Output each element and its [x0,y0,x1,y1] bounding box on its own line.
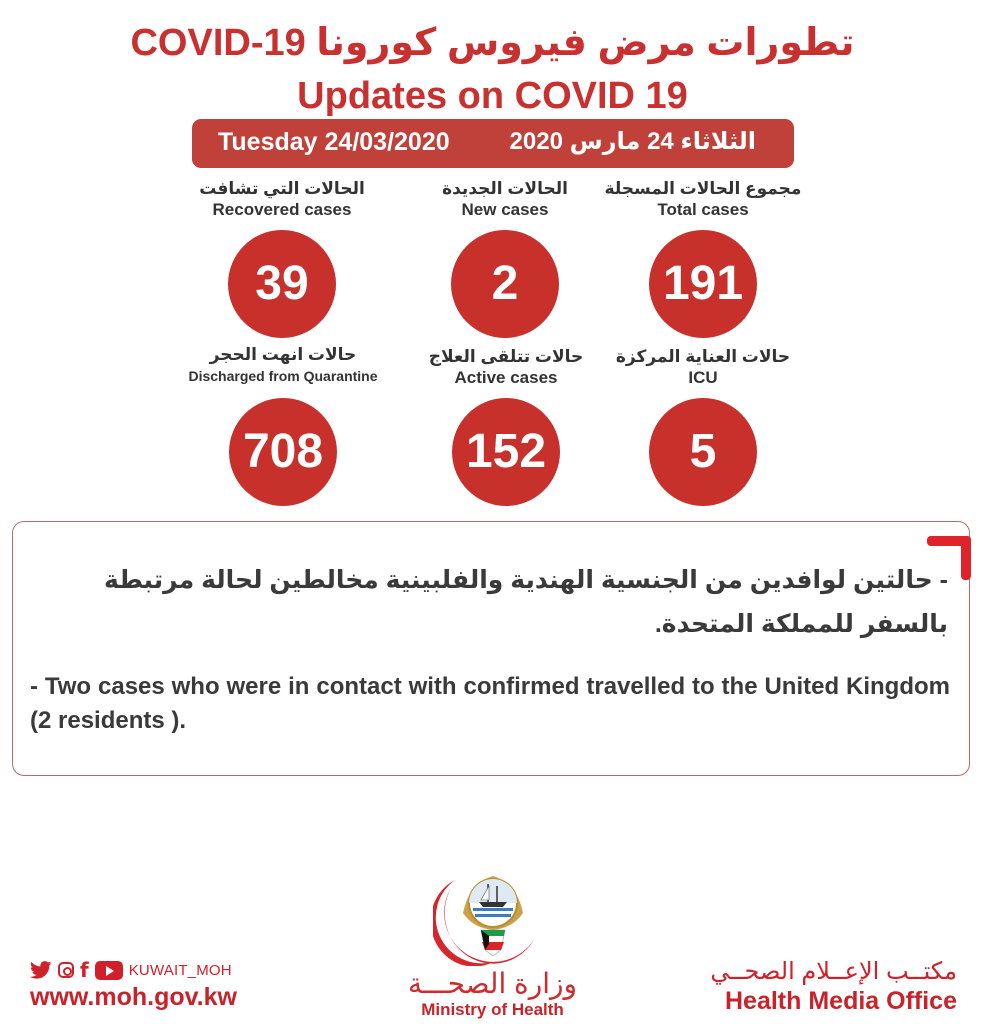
stat-label-arabic: حالات انهت الحجر [209,345,357,364]
twitter-icon[interactable] [30,961,52,979]
date-english: Tuesday 24/03/2020 [218,128,450,156]
stat-total [573,178,833,338]
stat-label-arabic: الحالات التي تشافت [199,179,365,198]
stat-label-arabic: الحالات الجديدة [442,179,568,198]
stat-recovered [152,178,412,338]
note-arabic: - حالتين لوافدين من الجنسية الهندية والفلبينية مخالطين لحالة مرتبطة بالسفر للمملكة المتحدة. [104,566,948,638]
social-block [30,958,280,1012]
stat-label-english: Discharged from Quarantine [188,368,378,384]
stat-label-english: New cases [461,200,549,219]
stat-label-english: Total cases [657,200,749,219]
office-name-arabic: مكتــب الإعــلام الصحــي [710,958,957,985]
stat-label-arabic: حالات العناية المركزة [615,347,791,366]
stat-label-english: ICU [688,368,718,387]
social-handle[interactable]: KUWAIT_MOH [128,961,232,979]
instagram-icon[interactable] [58,962,74,978]
date-arabic: الثلاثاء 24 مارس 2020 [509,128,756,155]
kuwait-emblem-icon [433,858,553,966]
stat-value-circle: 152 [452,398,560,506]
stat-label-english: Recovered cases [212,200,352,219]
ministry-name-arabic: وزارة الصحـــة [407,968,578,999]
facebook-icon[interactable]: f [80,958,89,982]
office-name-english: Health Media Office [725,987,957,1015]
ministry-name-english: Ministry of Health [421,1000,564,1019]
website-link[interactable]: www.moh.gov.kw [30,983,237,1011]
stat-value-circle: 2 [451,230,559,338]
stat-value-circle: 708 [229,398,337,506]
note-english: - Two cases who were in contact with confirmed travelled to the United Kingdom (2 residents ). [30,673,950,734]
title-arabic: تطورات مرض فيروس كورونا COVID-19 [130,22,855,64]
date-bar [192,119,794,168]
stat-icu [573,346,833,506]
stat-label-english: Active cases [454,368,558,387]
youtube-icon[interactable] [95,961,123,980]
ministry-logo-block [395,858,590,1020]
stat-label-arabic: حالات تتلقى العلاج [428,347,584,366]
health-media-office-block [697,958,957,1016]
stat-label-arabic: مجموع الحالات المسجلة [604,179,802,198]
stat-value-circle: 5 [649,398,757,506]
social-row [30,958,280,982]
stat-discharged [153,344,413,506]
title-english: Updates on COVID 19 [297,75,688,117]
stat-value-circle: 39 [228,230,336,338]
stat-value-circle: 191 [649,230,757,338]
